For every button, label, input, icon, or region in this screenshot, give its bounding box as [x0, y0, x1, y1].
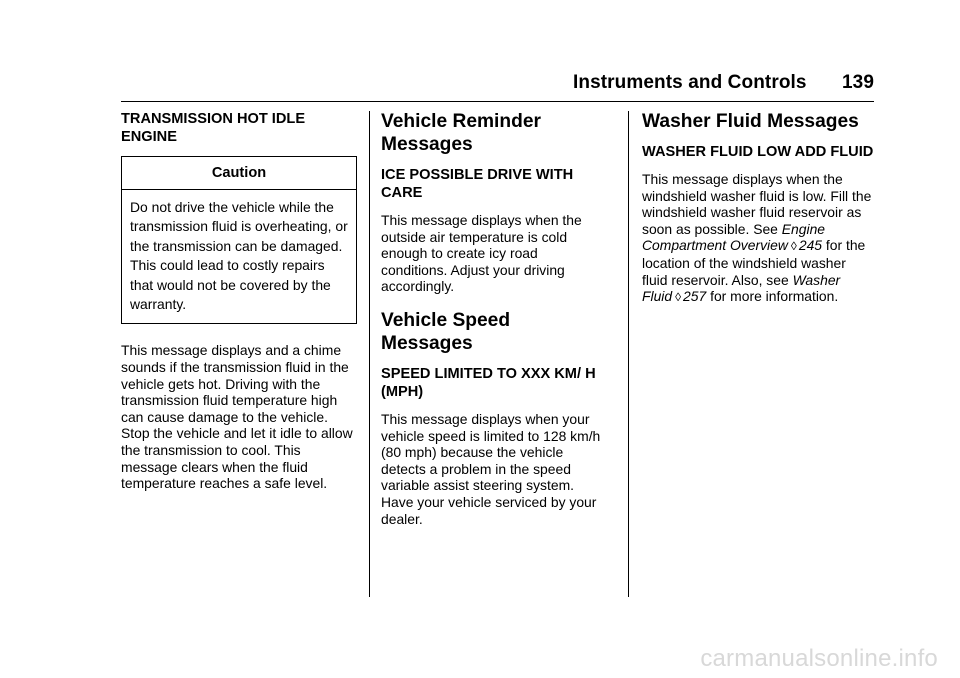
- page-number: 139: [841, 72, 874, 93]
- washer-text-3: for more information.: [706, 288, 839, 305]
- watermark: carmanualsonline.info: [700, 645, 938, 672]
- header-rule: [121, 101, 874, 102]
- ref-page-257[interactable]: 257: [683, 288, 707, 305]
- washer-low-heading: WASHER FLUID LOW ADD FLUID: [642, 144, 874, 160]
- speed-limited-heading: SPEED LIMITED TO XXX KM/ H (MPH): [381, 365, 596, 400]
- washer-fluid-title: Washer Fluid Messages: [642, 111, 859, 132]
- ice-paragraph: This message displays when the outside air temperature is cold enough to create icy road conditions. Adjust your driving accordingly.: [381, 212, 582, 295]
- column-1: [121, 110, 357, 506]
- caution-box: [121, 156, 357, 324]
- caution-body: Do not drive the vehicle while the transmission fluid is overheating, or the transmission can be damaged. This could lead to costly repairs that would not be covered by the warranty.: [130, 199, 348, 313]
- page-reference-icon: ◊: [675, 290, 682, 305]
- transmission-paragraph: This message displays and a chime sounds if the transmission fluid in the vehicle gets hot. Driving with the transmission fluid temperature high can cause damage to the vehicle. Stop the vehicle and let it idle to allow the transmission to cool. This message clears when the fluid temperature reaches a safe level.: [121, 342, 353, 492]
- washer-text-2: for the location of the windshield washer fluid reservoir. Also, see: [642, 237, 866, 288]
- column-divider-2: [628, 111, 629, 597]
- washer-paragraph: [642, 171, 874, 306]
- ice-heading: ICE POSSIBLE DRIVE WITH CARE: [381, 167, 574, 201]
- vehicle-speed-title: Vehicle Speed Messages: [381, 309, 511, 354]
- column-2: [381, 110, 607, 541]
- section-title: Instruments and Controls: [573, 72, 807, 93]
- speed-limited-paragraph: This message displays when your vehicle speed is limited to 128 km/h (80 mph) because the vehicle detects a problem in the speed variable assist steering system. Have your vehicle serviced by your dealer.: [381, 410, 601, 527]
- ref-washer-fluid[interactable]: Washer Fluid: [642, 271, 841, 305]
- vehicle-reminder-title: Vehicle Reminder Messages: [381, 111, 541, 155]
- transmission-heading: TRANSMISSION HOT IDLE ENGINE: [121, 111, 306, 145]
- page-reference-icon: ◊: [790, 239, 797, 254]
- caution-title: Caution: [122, 157, 356, 190]
- ref-engine-compartment[interactable]: Engine Compartment Overview: [642, 220, 826, 254]
- column-3: [642, 110, 874, 320]
- ref-page-245[interactable]: 245: [798, 237, 823, 254]
- column-divider-1: [369, 111, 370, 597]
- washer-text-1: This message displays when the windshield washer fluid is low. Fill the windshield washer fluid reservoir as soon as possible. See: [642, 171, 872, 237]
- running-head: [573, 72, 874, 94]
